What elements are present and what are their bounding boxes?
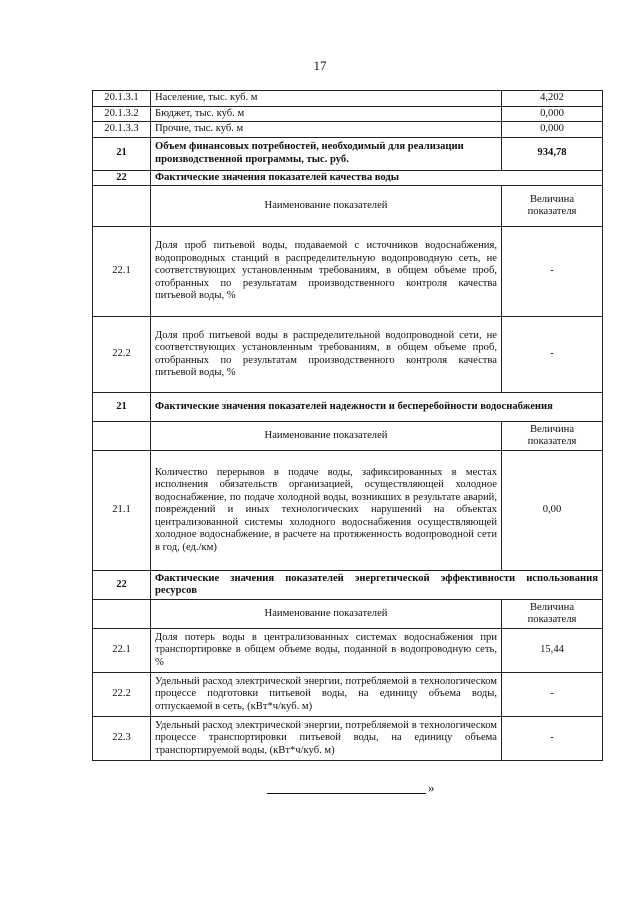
indicators-table	[92, 90, 603, 761]
table-row	[93, 91, 603, 107]
table-row	[93, 673, 603, 717]
section-number: 22	[93, 170, 151, 186]
row-text: Население, тыс. куб. м	[151, 91, 502, 107]
row-text: Бюджет, тыс. куб. м	[151, 106, 502, 122]
column-header-row	[93, 422, 603, 451]
row-value: -	[502, 227, 603, 317]
section-title: Фактические значения показателей энергетической эффективности использования ресурсов	[151, 571, 603, 600]
table-row	[93, 122, 603, 138]
row-number: 22.2	[93, 673, 151, 717]
section-title: Фактические значения показателей качества воды	[151, 170, 603, 186]
row-number: 22.1	[93, 227, 151, 317]
section-header-row	[93, 571, 603, 600]
row-value: 0,000	[502, 106, 603, 122]
column-header-name: Наименование показателей	[151, 186, 502, 227]
section-header-row	[93, 170, 603, 186]
row-text: Доля проб питьевой воды в распределительной водопроводной сети, не соответствующих установленным требованиям, в общем объеме проб, отобранных по результатам производственного контроля качества питьевой воды, %	[151, 317, 502, 393]
row-number: 21	[93, 137, 151, 170]
table-row	[93, 717, 603, 761]
row-text: Доля проб питьевой воды, подаваемой с источников водоснабжения, водопроводных станций в распределительную водопроводную сеть, не соответствующих установленным требованиям, в общем объеме проб, отобранных по результатам производственного контроля качества питьевой воды, %	[151, 227, 502, 317]
row-text: Удельный расход электрической энергии, потребляемой в технологическом процессе транспортировки питьевой воды, на единицу объема транспортируемой воды, (кВт*ч/куб. м)	[151, 717, 502, 761]
row-value: 15,44	[502, 629, 603, 673]
closing-quote: »	[428, 780, 435, 795]
column-header-row	[93, 600, 603, 629]
row-value: 0,000	[502, 122, 603, 138]
row-text: Удельный расход электрической энергии, потребляемой в технологическом процессе подготовки питьевой воды, на единицу объема воды, отпускаемой в сеть, (кВт*ч/куб. м)	[151, 673, 502, 717]
column-header-value: Величина показателя	[502, 600, 603, 629]
page-number: 17	[313, 58, 327, 73]
table-row	[93, 227, 603, 317]
section-number: 22	[93, 571, 151, 600]
row-value: 934,78	[502, 137, 603, 170]
row-number: 22.2	[93, 317, 151, 393]
row-value: -	[502, 717, 603, 761]
row-number: 20.1.3.3	[93, 122, 151, 138]
column-header-value: Величина показателя	[502, 422, 603, 451]
row-text: Доля потерь воды в централизованных системах водоснабжения при транспортировке в общем объеме воды, поданной в водопроводную сеть, %	[151, 629, 502, 673]
row-number: 20.1.3.2	[93, 106, 151, 122]
row-number: 22.3	[93, 717, 151, 761]
signature-line	[267, 783, 426, 794]
row-value: -	[502, 317, 603, 393]
table-row	[93, 629, 603, 673]
row-text: Количество перерывов в подаче воды, зафиксированных в местах исполнения обязательств организацией, осуществляющей холодное водоснабжение, по подаче холодной воды, возникших в результате аварий, повреждений и иных технологических нарушений на объектах централизованной системы холодного водоснабжения осуществляющей холодное водоснабжение, в расчете на протяженность водопроводной сети в год, (ед./км)	[151, 451, 502, 571]
empty-cell	[93, 422, 151, 451]
empty-cell	[93, 186, 151, 227]
column-header-row	[93, 186, 603, 227]
table-row	[93, 317, 603, 393]
row-number: 22.1	[93, 629, 151, 673]
table-row	[93, 137, 603, 170]
column-header-value: Величина показателя	[502, 186, 603, 227]
row-value: 0,00	[502, 451, 603, 571]
table-row	[93, 451, 603, 571]
row-value: 4,202	[502, 91, 603, 107]
column-header-name: Наименование показателей	[151, 600, 502, 629]
section-number: 21	[93, 393, 151, 422]
column-header-name: Наименование показателей	[151, 422, 502, 451]
row-number: 20.1.3.1	[93, 91, 151, 107]
section-header-row	[93, 393, 603, 422]
row-number: 21.1	[93, 451, 151, 571]
empty-cell	[93, 600, 151, 629]
row-value: -	[502, 673, 603, 717]
row-text: Прочие, тыс. куб. м	[151, 122, 502, 138]
section-title: Фактические значения показателей надежности и бесперебойности водоснабжения	[151, 393, 603, 422]
row-text: Объем финансовых потребностей, необходимый для реализации производственной программы, тыс. руб.	[151, 137, 502, 170]
table-row	[93, 106, 603, 122]
